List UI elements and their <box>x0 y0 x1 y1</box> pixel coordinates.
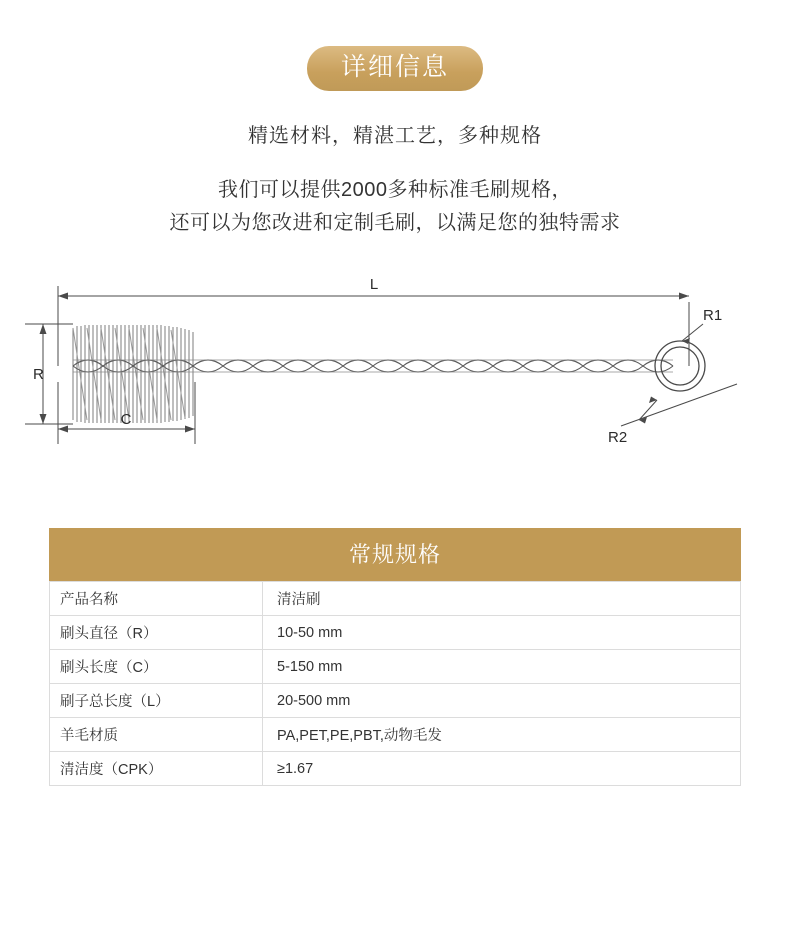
spec-key: 刷头直径（R） <box>50 616 263 650</box>
spec-key: 清洁度（CPK） <box>50 752 263 786</box>
table-row <box>50 684 741 718</box>
spec-value: 10-50 mm <box>263 616 741 650</box>
table-row <box>50 718 741 752</box>
product-technical-drawing <box>25 274 765 484</box>
subtitle-secondary-line-2: 还可以为您改进和定制毛刷，以满足您的独特需求 <box>169 212 621 234</box>
label-total-length: L <box>369 276 379 293</box>
spec-value: 清洁刷 <box>263 582 741 616</box>
subtitle-secondary <box>0 174 790 240</box>
spec-table-title: 常规规格 <box>49 528 741 581</box>
spec-key: 羊毛材质 <box>50 718 263 752</box>
spec-value: PA,PET,PE,PBT,动物毛发 <box>263 718 741 752</box>
table-row <box>50 582 741 616</box>
spec-table <box>49 581 741 786</box>
leader-line-wire-diameter <box>621 384 737 426</box>
table-row <box>50 616 741 650</box>
wire-end-ring <box>655 341 705 391</box>
spec-value: 5-150 mm <box>263 650 741 684</box>
section-badge: 详细信息 <box>307 46 483 91</box>
spec-value: 20-500 mm <box>263 684 741 718</box>
label-ring-outer: R1 <box>703 307 723 324</box>
spec-key: 刷子总长度（L） <box>50 684 263 718</box>
subtitle-primary: 精选材料，精湛工艺，多种规格 <box>248 125 542 147</box>
leader-line-ring-outer <box>682 324 703 344</box>
spec-key: 产品名称 <box>50 582 263 616</box>
spec-key: 刷头长度（C） <box>50 650 263 684</box>
label-head-length: C <box>120 411 132 428</box>
spec-value: ≥1.67 <box>263 752 741 786</box>
label-wire-diameter: R2 <box>608 429 628 446</box>
brush-bristles <box>73 325 193 423</box>
label-head-diameter: R <box>33 366 44 383</box>
spec-table-section <box>49 528 741 786</box>
table-row <box>50 650 741 684</box>
subtitle-secondary-line-1: 我们可以提供2000多种标准毛刷规格， <box>218 179 572 201</box>
table-row <box>50 752 741 786</box>
page-header <box>0 0 790 91</box>
